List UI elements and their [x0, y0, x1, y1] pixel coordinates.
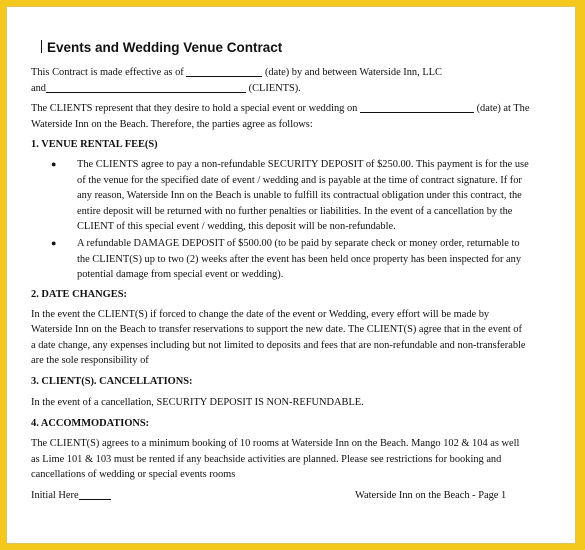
bullet-1: ●: [51, 159, 57, 169]
section-1-heading: 1. VENUE RENTAL FEE(S): [31, 139, 158, 150]
section-4-line: The CLIENT(S) agrees to a minimum booking of 10 rooms at Waterside Inn on the Beach. Mango 102 & 104 as well: [31, 438, 520, 449]
document-page: [6, 6, 576, 544]
section-3-heading: 3. CLIENT(S). CANCELLATIONS:: [31, 376, 193, 387]
intro-paragraph-line-2: Waterside Inn on the Beach. Therefore, the parties agree as follows:: [31, 119, 313, 130]
section-2-line: In the event the CLIENT(S) if forced to change the date of the event or Wedding, every effort will be made by: [31, 309, 490, 320]
section-2-heading: 2. DATE CHANGES:: [31, 289, 127, 300]
section-1-bullet-2: A refundable DAMAGE DEPOSIT of $500.00 (to be paid by separate check or money order, returnable to the CLIENT(S) up to two (2) weeks after the event has been held once property has been inspected for any potential damage from special event or wedding).: [77, 238, 522, 281]
section-4-heading: 4. ACCOMMODATIONS:: [31, 418, 150, 429]
event-date-blank[interactable]: [360, 101, 474, 113]
intro-paragraph-line-1: The CLIENTS represent that they desire to hold a special event or wedding on (date) at The: [31, 103, 530, 114]
title-text: Events and Wedding Venue Contract: [47, 40, 283, 55]
initial-here: Initial Here: [31, 488, 111, 504]
bullet-2: ●: [51, 238, 57, 248]
intro-line-1: This Contract is made effective as of (date) by and between Waterside Inn, LLC: [31, 67, 442, 78]
section-2-line: a date change, any expenses including but not limited to deposits and fees that are non-refundable and non-transferable: [31, 340, 526, 351]
page-footer: Waterside Inn on the Beach - Page 1: [355, 490, 507, 501]
section-4-line: cancellations of wedding or special events rooms: [31, 469, 236, 480]
initial-blank[interactable]: [79, 488, 111, 500]
title-bar: [41, 40, 42, 53]
intro-line-2: and (CLIENTS).: [31, 83, 301, 94]
section-2-line: Waterside Inn on the Beach to transfer reservations to support the new date. The CLIENT(S) agree that in the event of: [31, 324, 522, 335]
page-title: [41, 40, 282, 55]
section-1-bullet-1: The CLIENTS agree to pay a non-refundable SECURITY DEPOSIT of $250.00. This payment is for the use of the venue for the specified date of event / wedding and is payable at the time of contract signature. If for any reason, Waterside Inn on the Beach is unable to fulfill its contractual obligation under this contract, the entire deposit will be returned with no further penalties or liabilities. In the event of a cancellation by the CLIENT of this special event / wedding, this deposit will be non-refundable.: [77, 159, 529, 233]
effective-date-blank[interactable]: [186, 65, 262, 77]
section-3-line: In the event of a cancellation, SECURITY DEPOSIT IS NON-REFUNDABLE.: [31, 397, 364, 408]
section-2-line: are the sole responsibility of: [31, 355, 149, 366]
client-name-blank[interactable]: [46, 81, 246, 93]
section-4-line: as Lime 101 & 103 must be rented if any beachside activities are planned. Please see restrictions for booking and: [31, 454, 502, 465]
